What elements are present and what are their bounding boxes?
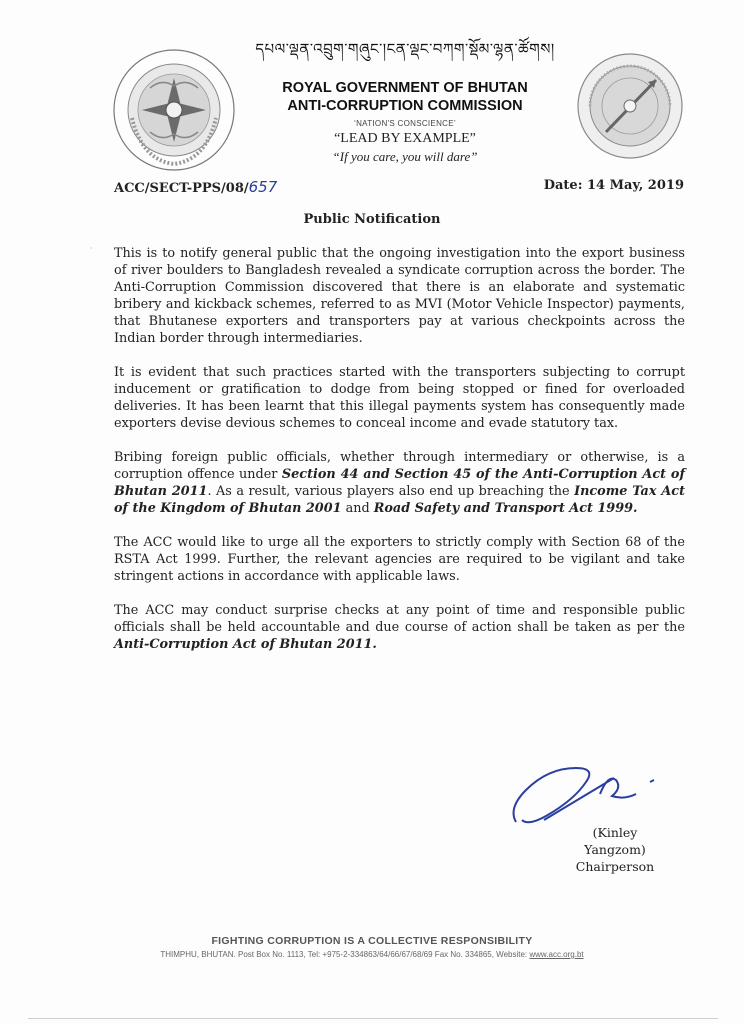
footer-address xyxy=(0,950,744,959)
government-name: ROYAL GOVERNMENT OF BHUTAN xyxy=(282,80,528,96)
paragraph-1: This is to notify general public that the ongoing investigation into the export business of river boulders to Bangladesh revealed a syndicate corruption across the border. The Anti-Corruption Commission discovered that there is an elaborate and systematic bribery and kickback schemes, referred to as MVI (Motor Vehicle Inspector) payments, that Bhutanese exporters and transporters pay at various checkpoints across the Indian border through intermediaries. xyxy=(114,246,685,346)
paragraph-5 xyxy=(114,602,685,653)
paragraph-3-text-b: . As a result, various players also end up breaching the xyxy=(207,484,575,499)
scan-edge-line xyxy=(28,1018,718,1019)
nations-conscience-tagline: ‘NATION'S CONSCIENCE’ xyxy=(354,119,456,128)
footer-slogan: FIGHTING CORRUPTION IS A COLLECTIVE RESPONSIBILITY xyxy=(211,935,533,947)
signatory-block xyxy=(560,824,670,875)
scan-mark: · xyxy=(90,244,93,253)
footer xyxy=(0,935,744,959)
document-date: Date: 14 May, 2019 xyxy=(543,178,684,193)
acc-act-reference-2: Anti-Corruption Act of Bhutan 2011. xyxy=(114,637,377,652)
signatory-position: Chairperson xyxy=(575,859,655,874)
paragraph-3-text-a: Bribing foreign public officials, whether through intermediary or otherwise, is a corruption offence under xyxy=(114,450,685,482)
acc-act-reference: Section 44 and Section 45 of the Anti-Corruption Act of Bhutan 2011 xyxy=(114,467,685,499)
motto: “LEAD BY EXAMPLE” xyxy=(334,131,476,146)
motto-subtitle: “If you care, you will dare” xyxy=(332,149,478,164)
dzongkha-header: དཔལ་ལྡན་འབྲུག་གཞུང་།ངན་ལྡང་བཀག་སྡོམ་ལྷན་ཚོགས། xyxy=(255,40,555,58)
commission-name: ANTI-CORRUPTION COMMISSION xyxy=(287,98,523,114)
reference-number xyxy=(114,178,277,196)
rsta-act-reference: Road Safety and Transport Act 1999. xyxy=(373,501,638,516)
paragraph-2: It is evident that such practices started with the transporters subjecting to corrupt inducement or gratification to dodge from being stopped or fined for overloaded deliveries. It has been learnt that this illegal payments system has consequently made exporters devise devious schemes to conceal income and evade statutory tax. xyxy=(114,365,685,431)
paragraph-3-text-c: and xyxy=(341,501,374,516)
national-emblem-seal xyxy=(112,48,236,172)
letterhead xyxy=(240,33,570,165)
notification-title: Public Notification xyxy=(303,212,441,227)
notification-body xyxy=(114,245,685,670)
footer-address-text: THIMPHU, BHUTAN. Post Box No. 1113, Tel: +975-2-334863/64/66/67/68/69 Fax No. 334865, Website: xyxy=(160,950,530,959)
paragraph-3 xyxy=(114,449,685,517)
income-tax-act-reference: Income Tax Act of the Kingdom of Bhutan 2001 xyxy=(114,484,686,516)
signatory-name: (Kinley Yangzom) xyxy=(584,825,646,857)
reference-handwritten: 657 xyxy=(248,178,278,196)
reference-printed: ACC/SECT-PPS/08/ xyxy=(114,181,249,196)
acc-logo-seal xyxy=(576,52,684,160)
footer-website-link[interactable]: www.acc.org.bt xyxy=(529,950,584,959)
paragraph-5-text: The ACC may conduct surprise checks at any point of time and responsible public officials shall be held accountable and due course of action shall be taken as per the xyxy=(114,603,685,635)
paragraph-4: The ACC would like to urge all the exporters to strictly comply with Section 68 of the RSTA Act 1999. Further, the relevant agencies are required to be vigilant and take stringent actions in accordance with applicable laws. xyxy=(114,535,685,584)
